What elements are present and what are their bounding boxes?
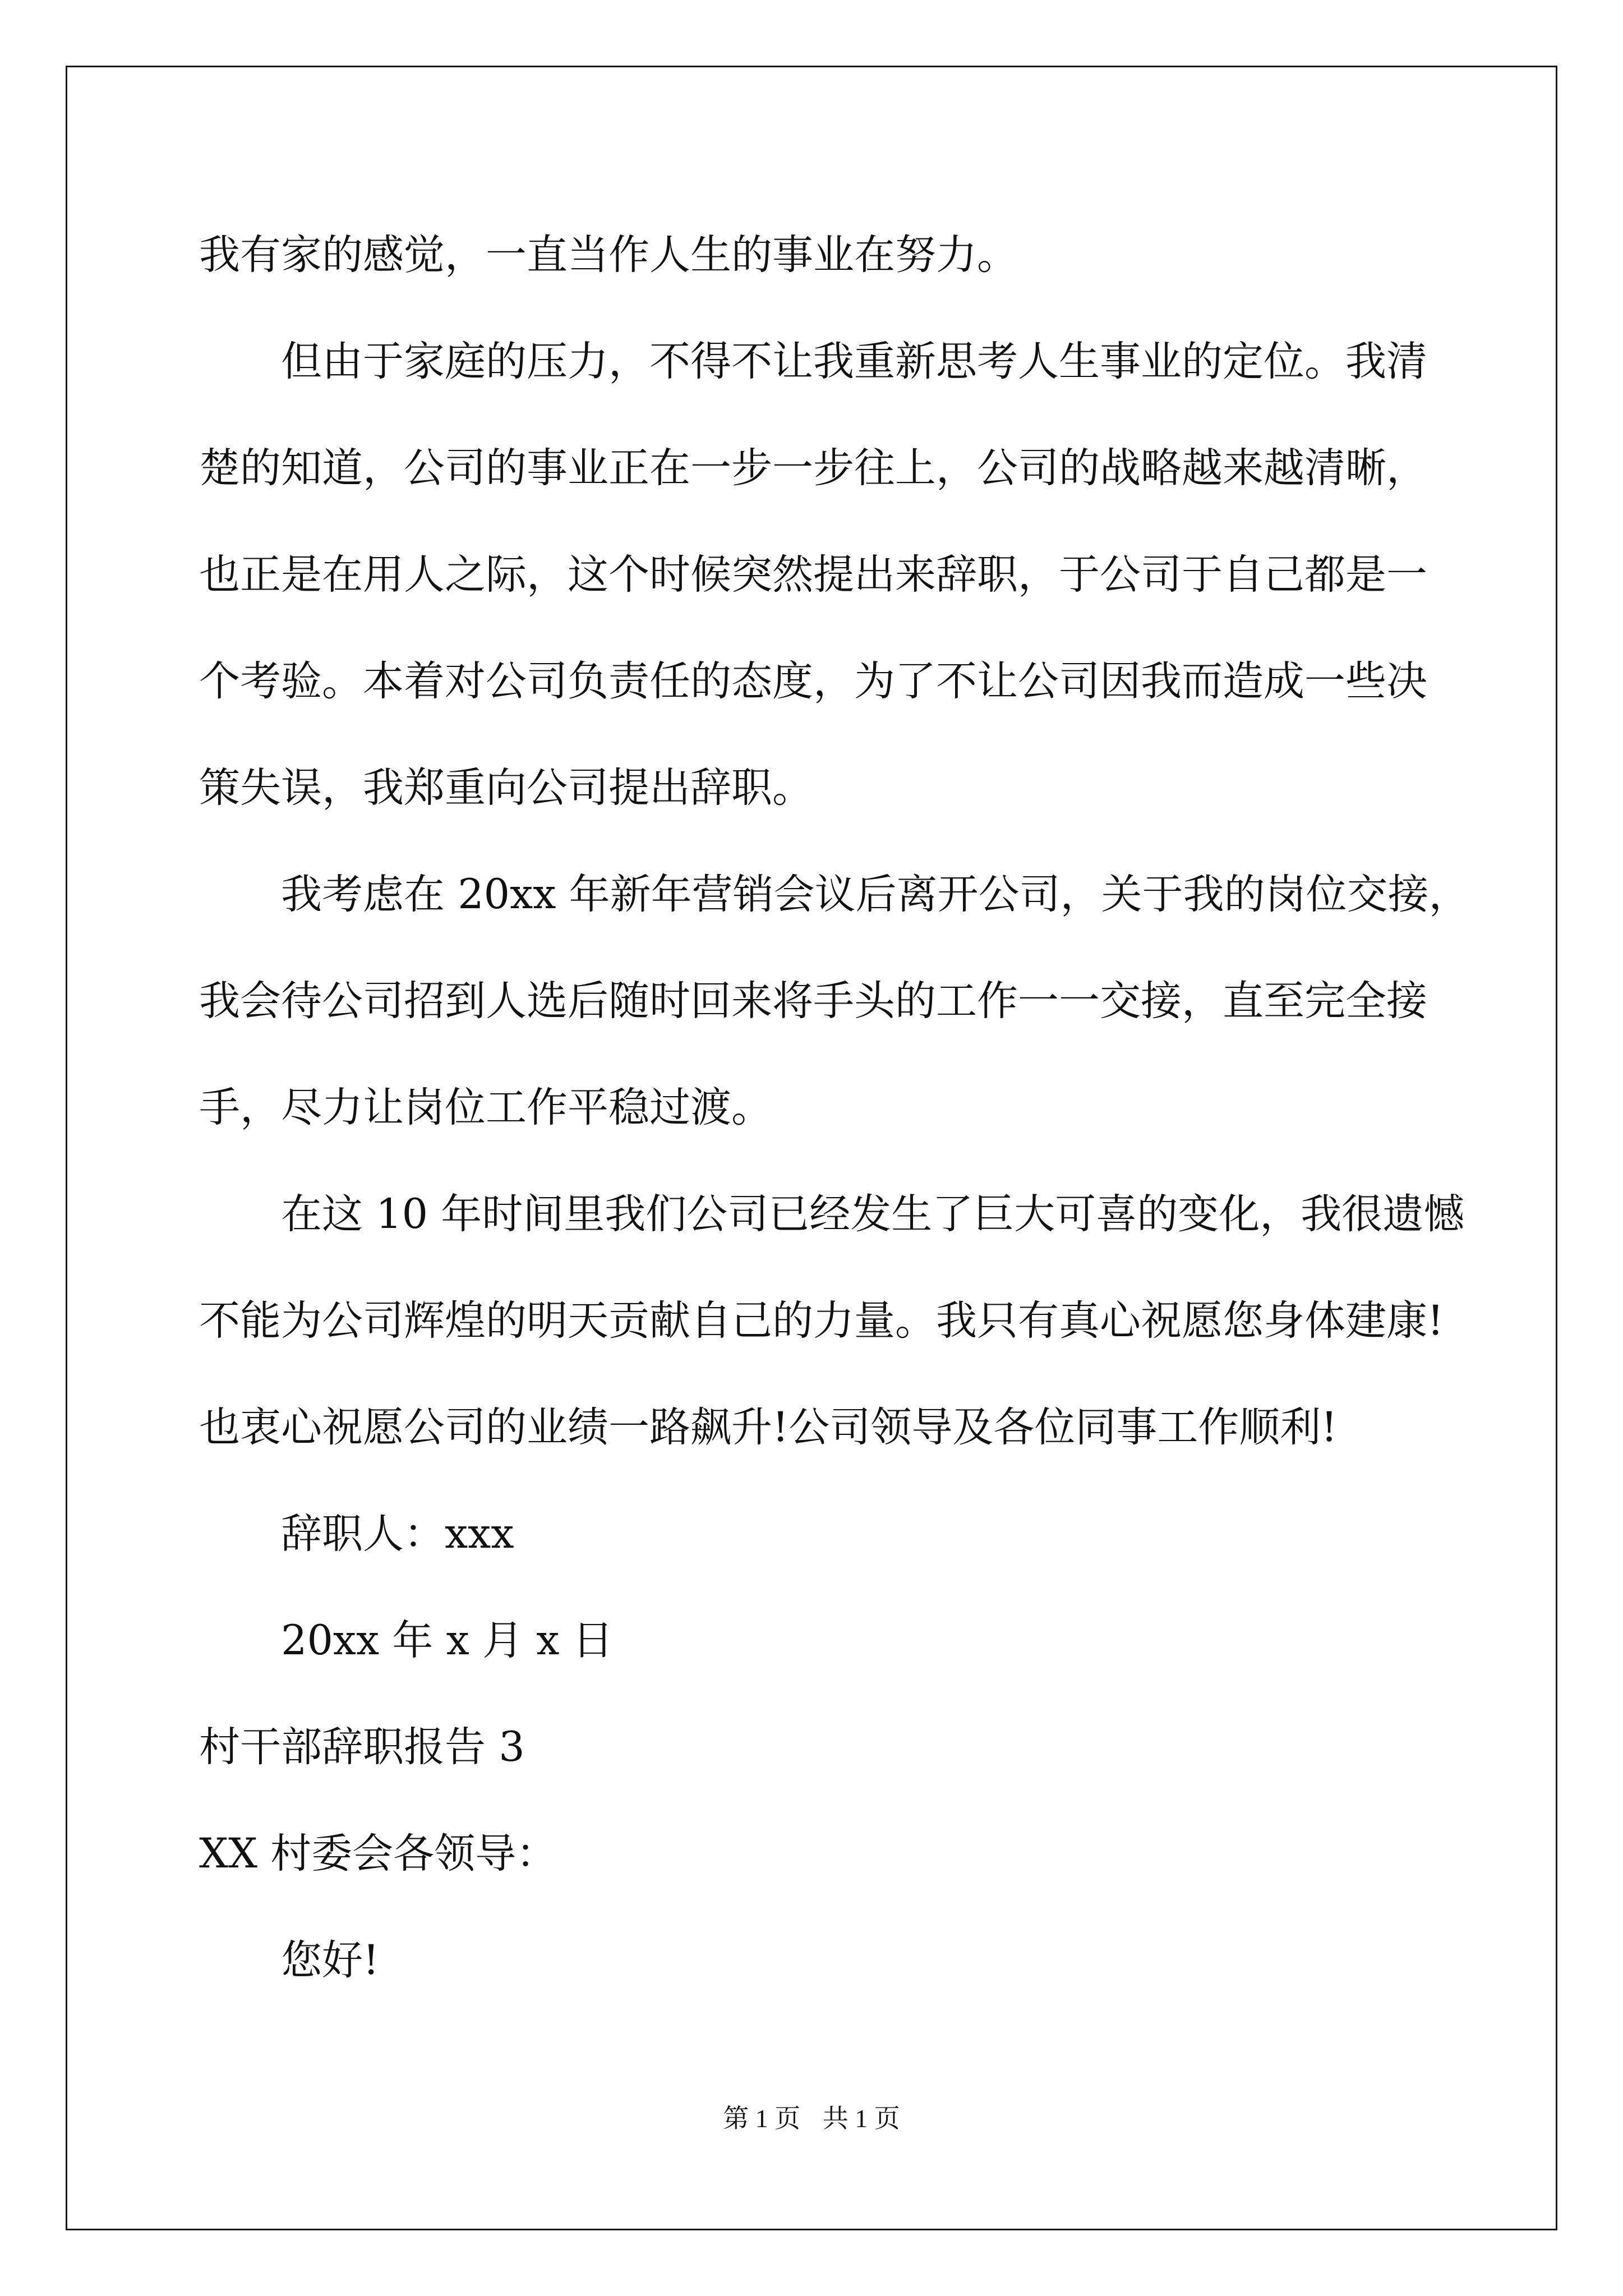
body-line: 楚的知道，公司的事业正在一步一步往上，公司的战略越来越清晰， — [199, 444, 1427, 492]
body-line: 在这 10 年时间里我们公司已经发生了巨大可喜的变化，我很遗憾 — [281, 1190, 1465, 1238]
body-line: 我会待公司招到人选后随时回来将手头的工作一一交接，直至完全接 — [199, 977, 1427, 1025]
body-line: 但由于家庭的压力，不得不让我重新思考人生事业的定位。我清 — [281, 338, 1427, 385]
body-line: 我有家的感觉，一直当作人生的事业在努力。 — [199, 231, 1018, 279]
body-line: 我考虑在 20xx 年新年营销会议后离开公司，关于我的岗位交接， — [281, 871, 1470, 918]
page-total: 共 1 页 — [822, 2104, 900, 2133]
page-border — [66, 66, 1557, 2230]
body-line: 也衷心祝愿公司的业绩一路飙升!公司领导及各位同事工作顺利! — [199, 1404, 1338, 1451]
page-number: 第 1 页 — [723, 2104, 801, 2133]
section-title: 村干部辞职报告 3 — [199, 1723, 525, 1771]
salutation: XX 村委会各领导： — [199, 1830, 557, 1878]
body-line: 个考验。本着对公司负责任的态度，为了不让公司因我而造成一些决 — [199, 657, 1427, 705]
signature-line: 辞职人：xxx — [281, 1510, 514, 1558]
page-footer — [0, 2098, 1623, 2135]
date-line: 20xx 年 x 月 x 日 — [281, 1617, 614, 1664]
body-line: 手，尽力让岗位工作平稳过渡。 — [199, 1084, 772, 1131]
body-line: 不能为公司辉煌的明天贡献自己的力量。我只有真心祝愿您身体建康! — [199, 1297, 1444, 1345]
greeting: 您好! — [281, 1936, 380, 1984]
body-line: 也正是在用人之际，这个时候突然提出来辞职，于公司于自己都是一 — [199, 551, 1427, 599]
body-line: 策失误，我郑重向公司提出辞职。 — [199, 764, 813, 812]
